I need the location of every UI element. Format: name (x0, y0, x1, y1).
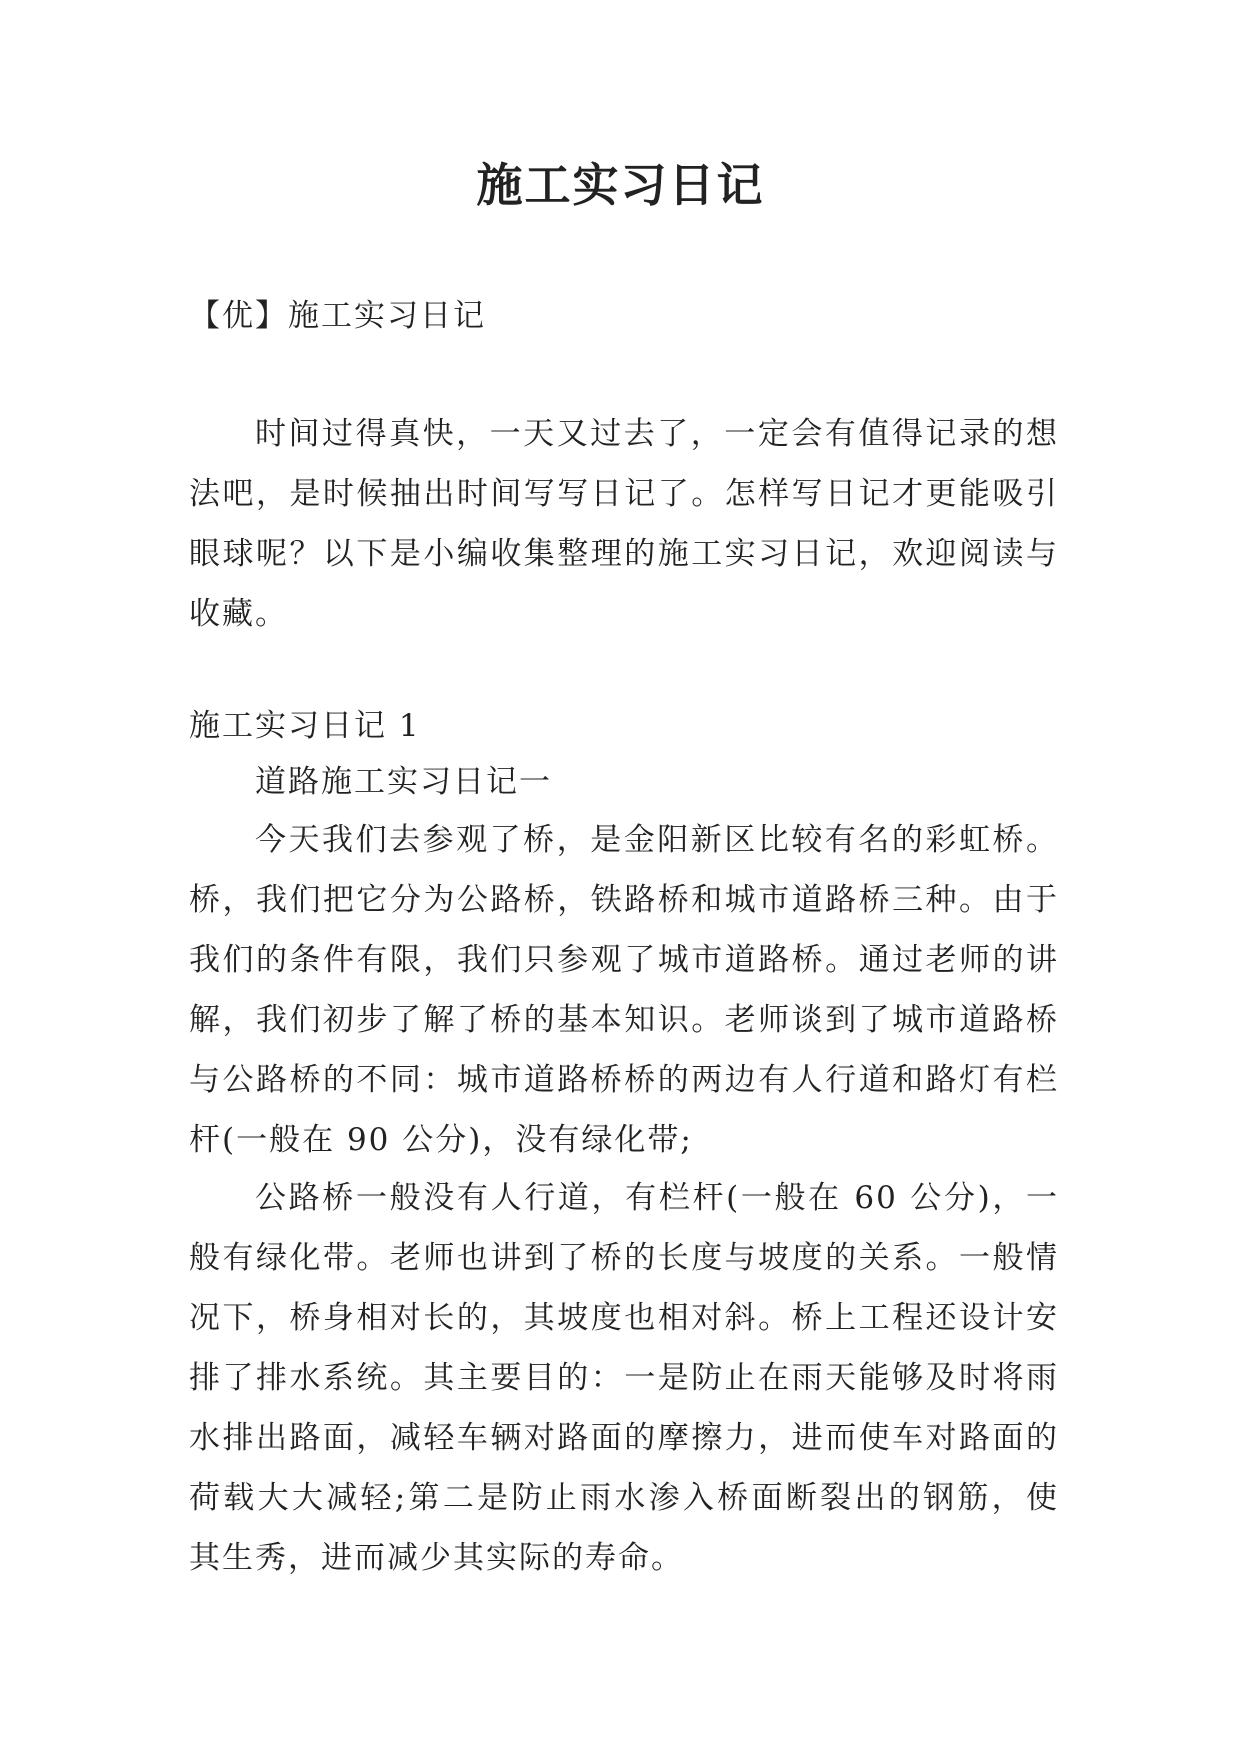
document-subtitle: 【优】施工实习日记 (189, 298, 486, 334)
section-heading: 施工实习日记 1 (189, 708, 421, 744)
section-subheading: 道路施工实习日记一 (255, 764, 552, 800)
document-title: 施工实习日记 (476, 158, 765, 212)
body-paragraph-2: 公路桥一般没有人行道，有栏杆(一般在 60 公分)，一般有绿化带。老师也讲到了桥的长度与坡度的关系。一般情况下，桥身相对长的，其坡度也相对斜。桥上工程还设计安排了排水系统。其主要目的：一是防止在雨天能够及时将雨水排出路面，减轻车辆对路面的摩擦力，进而使车对路面的荷载大大减轻;第二是防止雨水渗入桥面断裂出的钢筋，使其生秀，进而减少其实际的寿命。 (189, 1180, 1059, 1576)
intro-paragraph: 时间过得真快，一天又过去了，一定会有值得记录的想法吧，是时候抽出时间写写日记了。怎样写日记才更能吸引眼球呢？以下是小编收集整理的施工实习日记，欢迎阅读与收藏。 (189, 416, 1059, 632)
body-paragraph-1: 今天我们去参观了桥，是金阳新区比较有名的彩虹桥。桥，我们把它分为公路桥，铁路桥和城市道路桥三种。由于我们的条件有限，我们只参观了城市道路桥。通过老师的讲解，我们初步了解了桥的基本知识。老师谈到了城市道路桥与公路桥的不同：城市道路桥桥的两边有人行道和路灯有栏杆(一般在 90 公分)，没有绿化带; (189, 822, 1059, 1158)
